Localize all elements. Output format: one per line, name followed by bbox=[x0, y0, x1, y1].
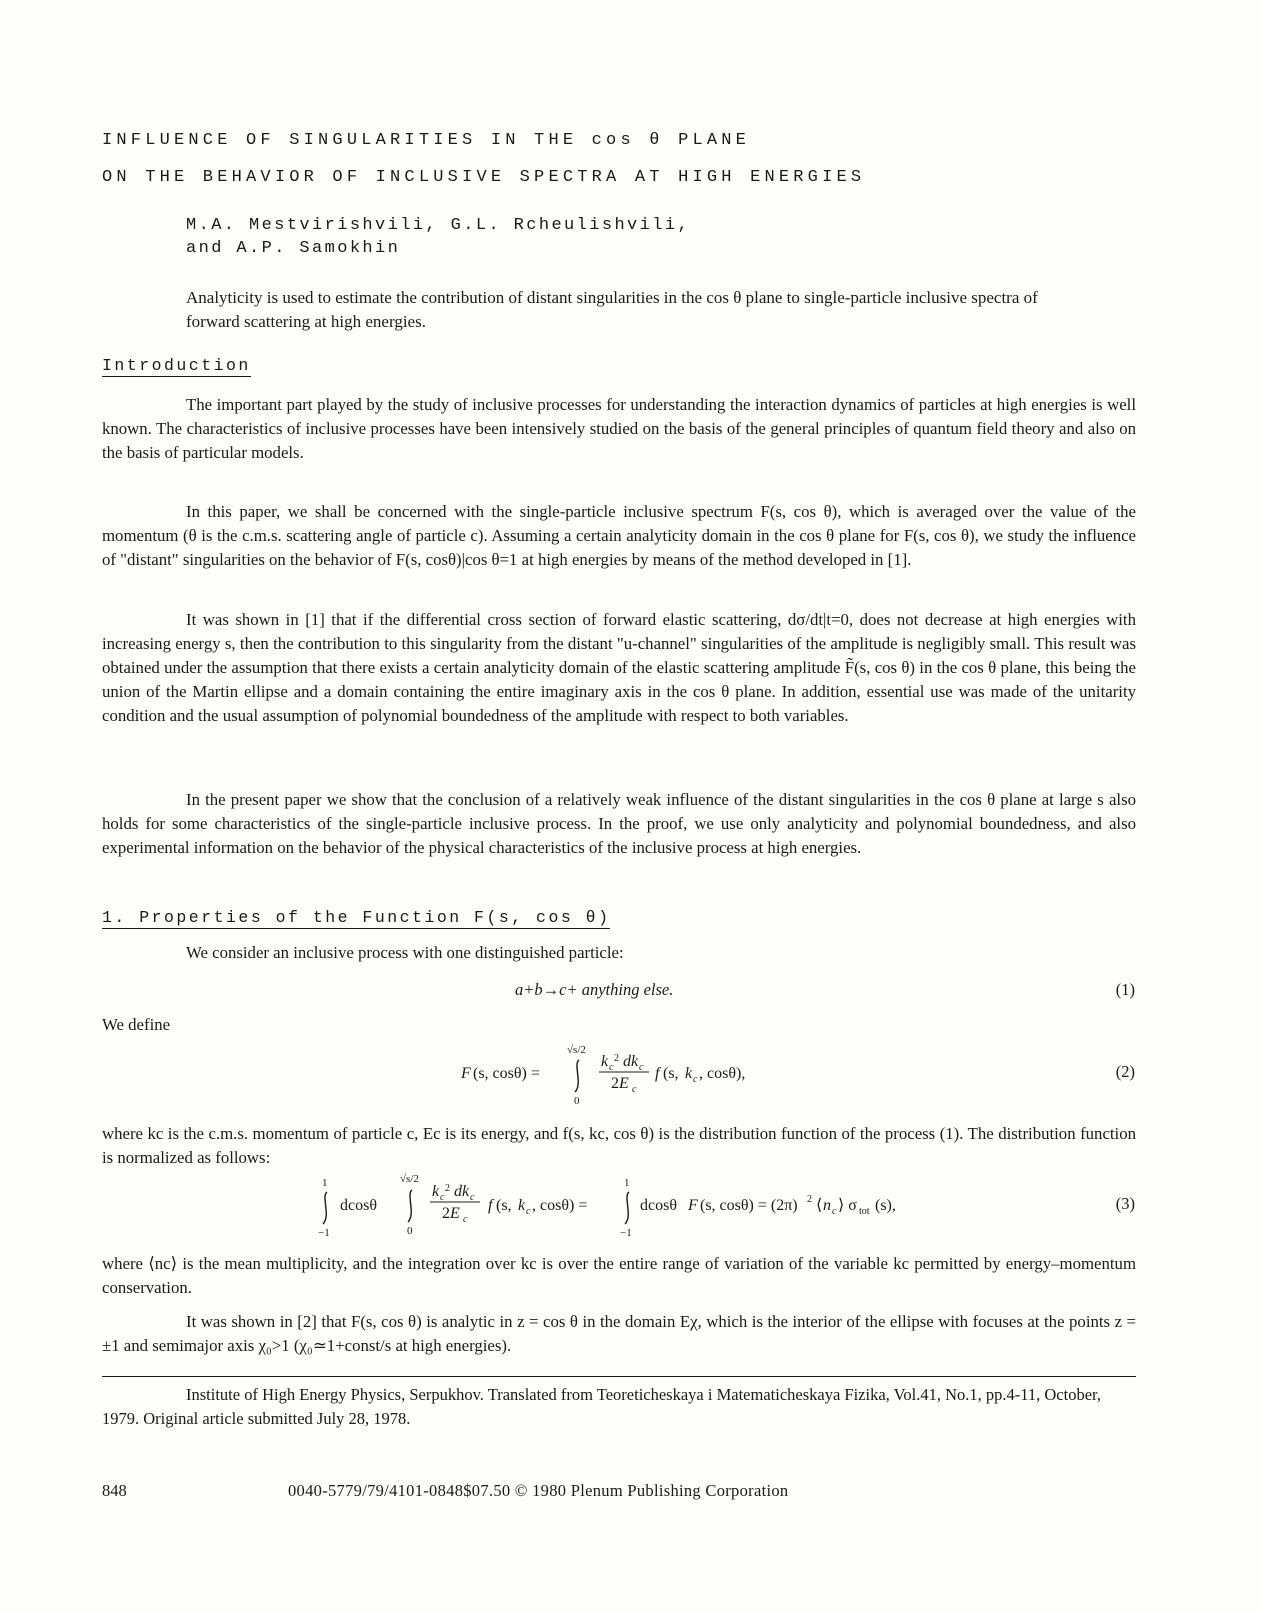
svg-text:dcosθ: dcosθ bbox=[340, 1197, 377, 1214]
svg-text:2: 2 bbox=[807, 1194, 812, 1205]
svg-text:c: c bbox=[470, 1192, 475, 1203]
we-define-label: We define bbox=[102, 1015, 171, 1034]
svg-text:−1: −1 bbox=[318, 1227, 330, 1239]
svg-text:1: 1 bbox=[624, 1177, 630, 1189]
copyright-line: 0040-5779/79/4101-0848$07.50 © 1980 Plenum Publishing Corporation bbox=[288, 1481, 789, 1500]
intro-paragraph-3: It was shown in [1] that if the differential cross section of forward elastic scattering, dσ/dt|t=0, does not decrease at high energies with increasing energy s, then the contribution to this singularity from the distant "u-channel" singularities of the amplitude is negligibly small. This result was obtained under the assumption that there exists a certain analyticity domain of the elastic scattering amplitude F̃(s, cos θ) in the cos θ plane, this being the union of the Martin ellipse and a domain containing the entire imaginary axis in the cos θ plane. In addition, essential use was made of the unitarity condition and the usual assumption of polynomial boundedness of the amplitude with respect to both variables. bbox=[102, 610, 1136, 725]
svg-text:c: c bbox=[832, 1206, 837, 1217]
svg-text:dcosθ: dcosθ bbox=[640, 1197, 677, 1214]
section1-paragraph-1: We consider an inclusive process with one distinguished particle: bbox=[186, 943, 624, 962]
svg-text:−1: −1 bbox=[620, 1227, 632, 1239]
svg-text:2E: 2E bbox=[611, 1075, 629, 1092]
section-heading-properties: 1. Properties of the Function F(s, cos θ) bbox=[102, 908, 611, 927]
svg-text:c: c bbox=[609, 1062, 614, 1073]
svg-text:n: n bbox=[823, 1197, 831, 1214]
svg-text:, cosθ) =: , cosθ) = bbox=[532, 1197, 588, 1214]
svg-text:c: c bbox=[463, 1214, 468, 1225]
section1-paragraph-3: where ⟨nc⟩ is the mean multiplicity, and the integration over kc is over the entire range of variation of the variable kc permitted by energy–momentum conservation. bbox=[102, 1254, 1136, 1297]
svg-text:(s,: (s, bbox=[496, 1197, 512, 1214]
svg-text:F: F bbox=[688, 1197, 698, 1214]
title-line-2: ON THE BEHAVIOR OF INCLUSIVE SPECTRA AT HIGH ENERGIES bbox=[102, 168, 866, 187]
svg-text:(s,: (s, bbox=[663, 1065, 679, 1082]
intro-paragraph-1: The important part played by the study of inclusive processes for understanding the interaction dynamics of particles at high energies is well known. The characteristics of inclusive processes have been intensively studied on the basis of the general principles of quantum field theory and also on the basis of particular models. bbox=[102, 395, 1136, 462]
svg-text:1: 1 bbox=[322, 1177, 328, 1189]
svg-text:c: c bbox=[440, 1192, 445, 1203]
svg-text:0: 0 bbox=[407, 1225, 413, 1237]
svg-text:⟨: ⟨ bbox=[816, 1197, 823, 1214]
svg-text:tot: tot bbox=[859, 1206, 870, 1217]
footnote-rule bbox=[102, 1376, 1136, 1377]
equation-2-number: (2) bbox=[1115, 1062, 1135, 1081]
section1-paragraph-4: It was shown in [2] that F(s, cos θ) is analytic in z = cos θ in the domain Eχ, which is the interior of the ellipse with focuses at the points z = ±1 and semimajor axis χ₀>1 (χ₀≃1+const/s at high energies). bbox=[102, 1312, 1136, 1355]
page-number: 848 bbox=[102, 1481, 127, 1500]
svg-text:√s/2: √s/2 bbox=[567, 1044, 586, 1056]
equation-3 bbox=[318, 1170, 938, 1240]
svg-text:⟩ σ: ⟩ σ bbox=[838, 1197, 857, 1214]
svg-text:k: k bbox=[601, 1053, 609, 1070]
footnote: Institute of High Energy Physics, Serpukhov. Translated from Teoreticheskaya i Matematicheskaya Fizika, Vol.41, No.1, pp.4-11, October, 1979. Original article submitted July 28, 1978. bbox=[102, 1385, 1102, 1428]
svg-text:(s),: (s), bbox=[875, 1197, 896, 1214]
svg-text:c: c bbox=[526, 1206, 531, 1217]
svg-text:2: 2 bbox=[614, 1053, 619, 1064]
svg-text:(s, cosθ) = (2π): (s, cosθ) = (2π) bbox=[700, 1197, 798, 1214]
title-line-1: INFLUENCE OF SINGULARITIES IN THE cos θ PLANE bbox=[102, 131, 751, 150]
authors-line-2: and A.P. Samokhin bbox=[186, 239, 401, 258]
svg-text:k: k bbox=[432, 1183, 440, 1200]
svg-text:2E: 2E bbox=[442, 1205, 460, 1222]
svg-text:2: 2 bbox=[445, 1183, 450, 1194]
svg-text:c: c bbox=[693, 1074, 698, 1085]
svg-text:dk: dk bbox=[454, 1183, 470, 1200]
svg-text:k: k bbox=[518, 1197, 526, 1214]
svg-text:0: 0 bbox=[574, 1095, 580, 1106]
equation-1-number: (1) bbox=[1115, 980, 1135, 999]
svg-text:k: k bbox=[685, 1065, 693, 1082]
svg-text:(s, cosθ) =: (s, cosθ) = bbox=[473, 1065, 540, 1082]
intro-paragraph-2: In this paper, we shall be concerned with the single-particle inclusive spectrum F(s, cos θ), which is averaged over the value of the momentum (θ is the c.m.s. scattering angle of particle c). Assuming a certain analyticity domain in the cos θ plane for F(s, cos θ), we study the influence of "distant" singularities on the behavior of F(s, cosθ)|cos θ=1 at high energies by means of the method developed in [1]. bbox=[102, 502, 1136, 569]
svg-text:f: f bbox=[488, 1197, 493, 1214]
svg-text:, cosθ),: , cosθ), bbox=[699, 1065, 746, 1082]
section-heading-introduction: Introduction bbox=[102, 356, 251, 375]
svg-text:√s/2: √s/2 bbox=[400, 1173, 419, 1185]
section1-paragraph-2: where kc is the c.m.s. momentum of particle c, Ec is its energy, and f(s, kc, cos θ) is the distribution function of the process (1). The distribution function is normalized as follows: bbox=[102, 1124, 1136, 1167]
svg-text:f: f bbox=[655, 1065, 660, 1082]
svg-text:dk: dk bbox=[623, 1053, 639, 1070]
svg-text:c: c bbox=[632, 1084, 637, 1095]
svg-text:c: c bbox=[639, 1062, 644, 1073]
abstract: Analyticity is used to estimate the contribution of distant singularities in the cos θ plane to single-particle inclusive spectra of forward scattering at high energies. bbox=[186, 288, 1038, 331]
authors-line-1: M.A. Mestvirishvili, G.L. Rcheulishvili, bbox=[186, 216, 691, 235]
equation-1: a+b→c+ anything else. bbox=[515, 980, 674, 999]
intro-paragraph-4: In the present paper we show that the conclusion of a relatively weak influence of the distant singularities in the cos θ plane at large s also holds for some characteristics of the single-particle inclusive process. In the proof, we use only analyticity and polynomial boundedness, and also experimental information on the behavior of the physical characteristics of the inclusive process at high energies. bbox=[102, 790, 1136, 857]
equation-3-number: (3) bbox=[1115, 1194, 1135, 1213]
equation-2 bbox=[455, 1040, 795, 1106]
svg-text:F: F bbox=[461, 1065, 471, 1082]
